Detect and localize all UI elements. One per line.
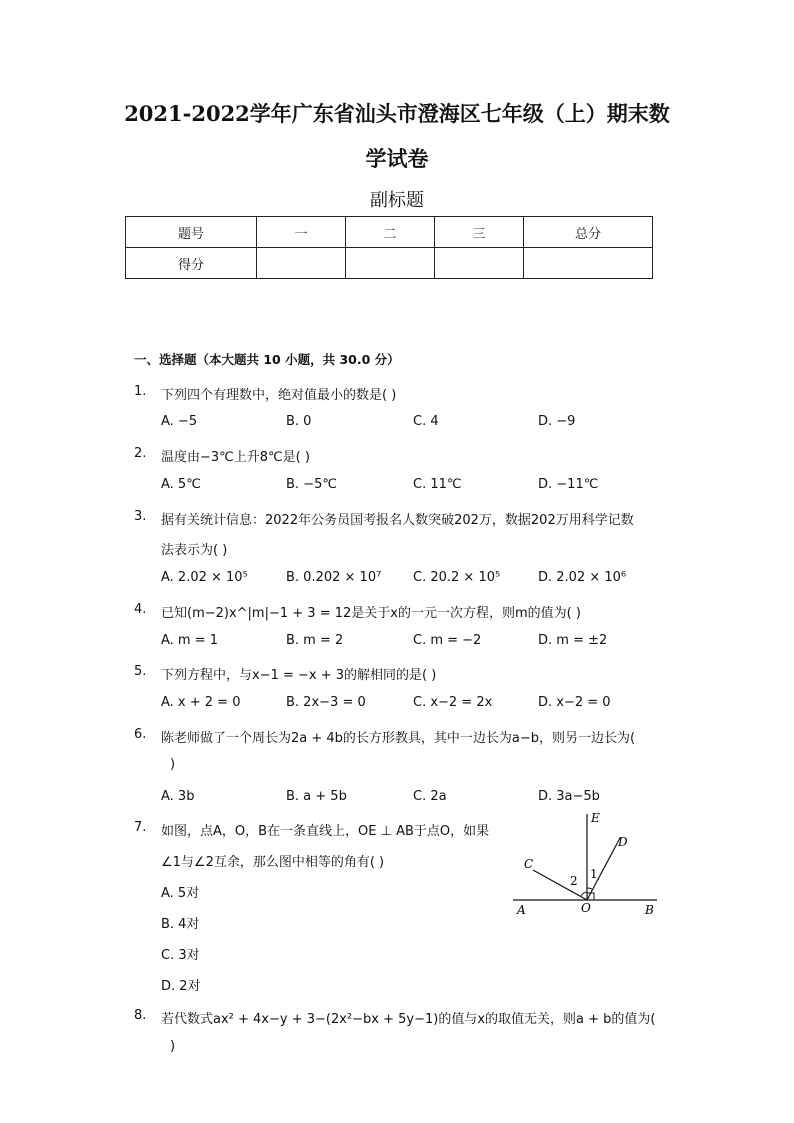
question-1-option-b: B. 0 bbox=[286, 414, 312, 429]
question-8-number: 8. bbox=[134, 1008, 147, 1023]
score-table-score-row bbox=[126, 248, 653, 279]
label-b: B bbox=[645, 903, 654, 917]
label-angle-2: 2 bbox=[570, 874, 578, 888]
question-3-text-line-2: 法表示为( ) bbox=[161, 543, 228, 558]
question-3-number: 3. bbox=[134, 509, 147, 524]
question-3-option-a: A. 2.02 × 10⁵ bbox=[161, 570, 248, 585]
question-4-option-b: B. m = 2 bbox=[286, 633, 344, 648]
question-1-option-a: A. −5 bbox=[161, 414, 198, 429]
question-2-option-d: D. −11℃ bbox=[538, 477, 599, 492]
label-e: E bbox=[591, 811, 600, 825]
question-7-number: 7. bbox=[134, 820, 147, 835]
exam-title-line-2: 学试卷 bbox=[365, 146, 429, 171]
question-7-option-d: D. 2对 bbox=[161, 979, 201, 994]
question-3-option-c: C. 20.2 × 10⁵ bbox=[413, 570, 501, 585]
question-5-option-b: B. 2x−3 = 0 bbox=[286, 695, 366, 710]
question-6-option-b: B. a + 5b bbox=[286, 789, 347, 804]
question-7-text: 如图，点A，O，B在一条直线上，OE ⊥ AB于点O，如果 bbox=[161, 824, 490, 839]
ray-oc bbox=[533, 870, 587, 900]
score-cell-part-2[interactable] bbox=[346, 248, 435, 279]
question-7-option-c: C. 3对 bbox=[161, 948, 200, 963]
question-5-option-d: D. x−2 = 0 bbox=[538, 695, 611, 710]
question-2-option-a: A. 5℃ bbox=[161, 477, 201, 492]
question-5-option-a: A. x + 2 = 0 bbox=[161, 695, 241, 710]
header-part-3: 三 bbox=[435, 217, 524, 248]
question-6-number: 6. bbox=[134, 727, 147, 742]
question-8-text-line-2: ) bbox=[170, 1039, 176, 1054]
label-angle-1: 1 bbox=[590, 867, 598, 881]
label-c: C bbox=[524, 857, 534, 871]
question-6-option-c: C. 2a bbox=[413, 789, 447, 804]
section-1-title: 一、选择题（本大题共 10 小题，共 30.0 分） bbox=[134, 352, 400, 367]
question-3-text: 据有关统计信息：2022年公务员国考报名人数突破202万，数据202万用科学记数 bbox=[161, 513, 634, 528]
question-2-option-c: C. 11℃ bbox=[413, 477, 462, 492]
label-o: O bbox=[581, 901, 591, 915]
question-3-option-d: D. 2.02 × 10⁶ bbox=[538, 570, 627, 585]
subtitle: 副标题 bbox=[370, 190, 424, 211]
score-table bbox=[125, 216, 653, 279]
question-7-option-a: A. 5对 bbox=[161, 886, 200, 901]
label-d: D bbox=[618, 835, 628, 849]
question-1-option-c: C. 4 bbox=[413, 414, 439, 429]
question-5-text: 下列方程中，与x−1 = −x + 3的解相同的是( ) bbox=[161, 668, 437, 683]
score-cell-total[interactable] bbox=[524, 248, 653, 279]
question-3-option-b: B. 0.202 × 10⁷ bbox=[286, 570, 382, 585]
question-1-option-d: D. −9 bbox=[538, 414, 576, 429]
question-6-text-line-2: ) bbox=[170, 757, 176, 772]
exam-title-line-1: 2021-2022学年广东省汕头市澄海区七年级（上）期末数 bbox=[124, 101, 670, 126]
question-7-geometry-figure bbox=[505, 808, 665, 918]
question-7-option-b: B. 4对 bbox=[161, 917, 200, 932]
question-8-text: 若代数式ax² + 4x−y + 3−(2x²−bx + 5y−1)的值与x的取值无关，则a + b的值为( bbox=[161, 1012, 656, 1027]
label-a: A bbox=[517, 903, 526, 917]
header-part-2: 二 bbox=[346, 217, 435, 248]
question-7-text-line-2: ∠1与∠2互余，那么图中相等的角有( ) bbox=[161, 855, 385, 870]
question-5-option-c: C. x−2 = 2x bbox=[413, 695, 493, 710]
question-6-option-d: D. 3a−5b bbox=[538, 789, 600, 804]
question-1-number: 1. bbox=[134, 384, 147, 399]
question-2-text: 温度由−3℃上升8℃是( ) bbox=[161, 450, 310, 465]
question-1-text: 下列四个有理数中，绝对值最小的数是( ) bbox=[161, 388, 397, 403]
score-table-header-row bbox=[126, 217, 653, 248]
header-question-number: 题号 bbox=[126, 217, 257, 248]
header-part-1: 一 bbox=[257, 217, 346, 248]
question-6-text: 陈老师做了一个周长为2a + 4b的长方形教具，其中一边长为a−b，则另一边长为( bbox=[161, 731, 636, 746]
question-4-option-a: A. m = 1 bbox=[161, 633, 219, 648]
score-cell-part-3[interactable] bbox=[435, 248, 524, 279]
question-4-option-d: D. m = ±2 bbox=[538, 633, 608, 648]
question-2-number: 2. bbox=[134, 446, 147, 461]
angle-2-arc bbox=[581, 892, 587, 896]
question-4-option-c: C. m = −2 bbox=[413, 633, 482, 648]
question-2-option-b: B. −5℃ bbox=[286, 477, 337, 492]
question-5-number: 5. bbox=[134, 664, 147, 679]
question-4-number: 4. bbox=[134, 602, 147, 617]
score-cell-part-1[interactable] bbox=[257, 248, 346, 279]
header-total: 总分 bbox=[524, 217, 653, 248]
question-4-text: 已知(m−2)x^|m|−1 + 3 = 12是关于x的一元一次方程，则m的值为( ) bbox=[161, 606, 581, 621]
angle-1-arc bbox=[587, 888, 592, 889]
score-row-label: 得分 bbox=[126, 248, 257, 279]
question-6-option-a: A. 3b bbox=[161, 789, 195, 804]
